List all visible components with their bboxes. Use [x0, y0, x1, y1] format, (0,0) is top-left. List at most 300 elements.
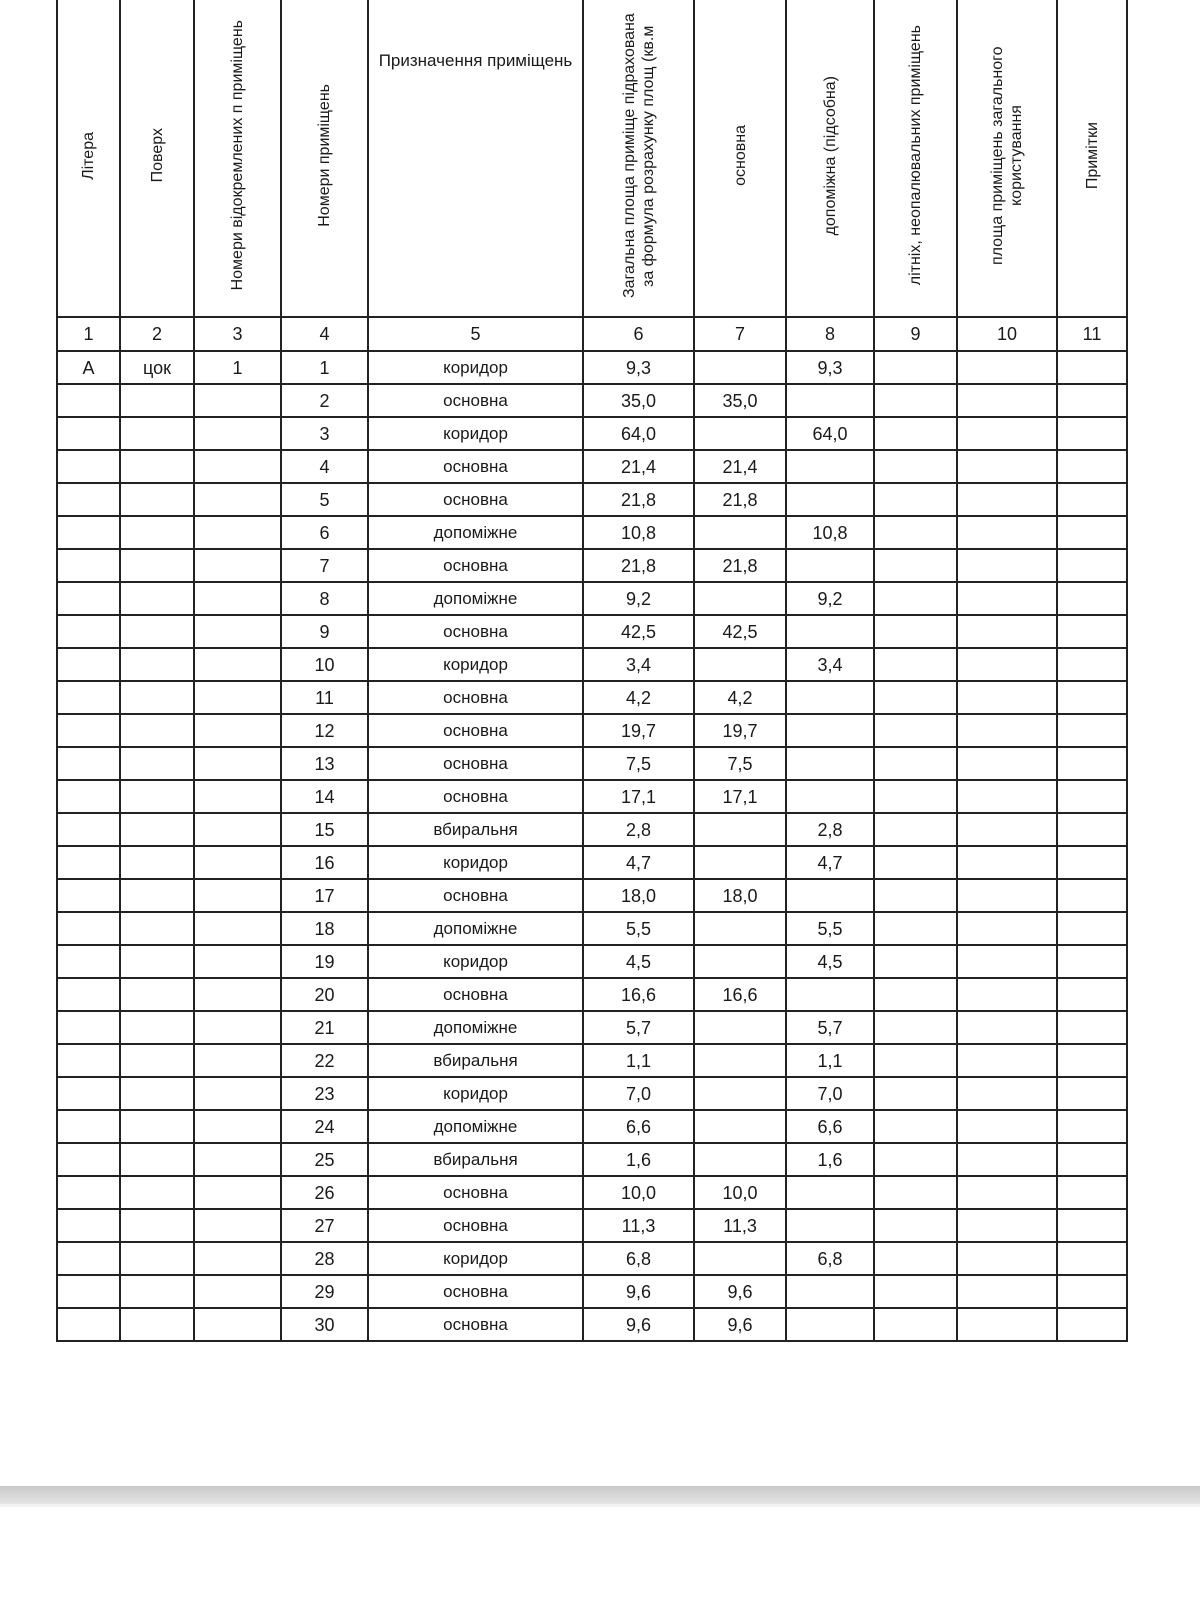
- cell-summer-area: [874, 1143, 957, 1176]
- cell-purpose: основна: [368, 1176, 583, 1209]
- cell-notes: [1057, 384, 1127, 417]
- table-row: [57, 945, 1127, 978]
- cell-unit: [194, 681, 281, 714]
- cell-total-area: 35,0: [583, 384, 694, 417]
- table-row: [57, 1077, 1127, 1110]
- cell-summer-area: [874, 1308, 957, 1341]
- cell-summer-area: [874, 681, 957, 714]
- cell-room-number: 6: [281, 516, 368, 549]
- cell-main-area: [694, 582, 786, 615]
- column-number: 5: [368, 317, 583, 351]
- cell-main-area: [694, 417, 786, 450]
- table-row: [57, 1209, 1127, 1242]
- cell-summer-area: [874, 516, 957, 549]
- cell-litera: [57, 417, 120, 450]
- table-row: [57, 978, 1127, 1011]
- cell-main-area: 21,4: [694, 450, 786, 483]
- table-row: [57, 714, 1127, 747]
- cell-main-area: [694, 1110, 786, 1143]
- cell-unit: [194, 780, 281, 813]
- cell-unit: [194, 1176, 281, 1209]
- header-label: площа приміщень загального користування: [989, 46, 1025, 265]
- cell-floor: [120, 681, 194, 714]
- cell-summer-area: [874, 351, 957, 384]
- cell-purpose: коридор: [368, 1242, 583, 1275]
- cell-floor: [120, 1209, 194, 1242]
- cell-common-area: [957, 615, 1057, 648]
- cell-notes: [1057, 780, 1127, 813]
- cell-litera: [57, 945, 120, 978]
- cell-common-area: [957, 846, 1057, 879]
- cell-total-area: 3,4: [583, 648, 694, 681]
- table-row: [57, 549, 1127, 582]
- cell-total-area: 7,5: [583, 747, 694, 780]
- cell-common-area: [957, 780, 1057, 813]
- cell-purpose: основна: [368, 747, 583, 780]
- cell-room-number: 15: [281, 813, 368, 846]
- cell-common-area: [957, 450, 1057, 483]
- cell-summer-area: [874, 1275, 957, 1308]
- table-row: [57, 780, 1127, 813]
- cell-room-number: 3: [281, 417, 368, 450]
- cell-common-area: [957, 549, 1057, 582]
- cell-litera: [57, 681, 120, 714]
- cell-room-number: 22: [281, 1044, 368, 1077]
- cell-purpose: коридор: [368, 648, 583, 681]
- cell-floor: [120, 1275, 194, 1308]
- cell-room-number: 26: [281, 1176, 368, 1209]
- cell-main-area: 42,5: [694, 615, 786, 648]
- cell-purpose: основна: [368, 681, 583, 714]
- cell-room-number: 29: [281, 1275, 368, 1308]
- cell-purpose: основна: [368, 615, 583, 648]
- table-row: [57, 813, 1127, 846]
- cell-unit: [194, 516, 281, 549]
- header-cell-litera: [57, 0, 120, 317]
- cell-aux-area: 9,2: [786, 582, 874, 615]
- cell-purpose: допоміжне: [368, 582, 583, 615]
- table-row: [57, 351, 1127, 384]
- table-row: [57, 1176, 1127, 1209]
- cell-total-area: 4,2: [583, 681, 694, 714]
- table-row: [57, 516, 1127, 549]
- cell-litera: [57, 813, 120, 846]
- cell-total-area: 4,7: [583, 846, 694, 879]
- cell-floor: [120, 1308, 194, 1341]
- cell-main-area: 4,2: [694, 681, 786, 714]
- header-cell-summer-area: [874, 0, 957, 317]
- cell-aux-area: 6,8: [786, 1242, 874, 1275]
- cell-aux-area: [786, 1308, 874, 1341]
- cell-notes: [1057, 1242, 1127, 1275]
- column-number: 9: [874, 317, 957, 351]
- cell-unit: [194, 747, 281, 780]
- cell-aux-area: [786, 978, 874, 1011]
- table-row: [57, 1242, 1127, 1275]
- cell-aux-area: [786, 450, 874, 483]
- cell-main-area: 7,5: [694, 747, 786, 780]
- cell-summer-area: [874, 615, 957, 648]
- column-number: 6: [583, 317, 694, 351]
- cell-summer-area: [874, 582, 957, 615]
- cell-room-number: 19: [281, 945, 368, 978]
- cell-room-number: 30: [281, 1308, 368, 1341]
- cell-main-area: 9,6: [694, 1308, 786, 1341]
- cell-floor: [120, 879, 194, 912]
- cell-purpose: коридор: [368, 846, 583, 879]
- cell-summer-area: [874, 846, 957, 879]
- cell-common-area: [957, 879, 1057, 912]
- cell-floor: [120, 978, 194, 1011]
- cell-purpose: основна: [368, 978, 583, 1011]
- cell-aux-area: [786, 747, 874, 780]
- cell-total-area: 1,1: [583, 1044, 694, 1077]
- cell-main-area: [694, 351, 786, 384]
- cell-litera: [57, 549, 120, 582]
- cell-total-area: 10,8: [583, 516, 694, 549]
- cell-main-area: [694, 1077, 786, 1110]
- cell-room-number: 12: [281, 714, 368, 747]
- cell-floor: [120, 483, 194, 516]
- cell-floor: [120, 648, 194, 681]
- cell-main-area: 19,7: [694, 714, 786, 747]
- cell-main-area: 16,6: [694, 978, 786, 1011]
- table-row: [57, 879, 1127, 912]
- cell-notes: [1057, 978, 1127, 1011]
- cell-litera: [57, 582, 120, 615]
- cell-summer-area: [874, 1044, 957, 1077]
- cell-aux-area: [786, 384, 874, 417]
- cell-aux-area: 64,0: [786, 417, 874, 450]
- cell-unit: [194, 1143, 281, 1176]
- cell-total-area: 9,2: [583, 582, 694, 615]
- table-row: [57, 582, 1127, 615]
- table-row: [57, 1308, 1127, 1341]
- cell-unit: [194, 1011, 281, 1044]
- cell-common-area: [957, 1176, 1057, 1209]
- header-label: літніх, неопалювальних приміщень: [907, 25, 924, 286]
- cell-floor: [120, 747, 194, 780]
- cell-aux-area: 4,7: [786, 846, 874, 879]
- cell-purpose: основна: [368, 1275, 583, 1308]
- cell-aux-area: 3,4: [786, 648, 874, 681]
- cell-common-area: [957, 912, 1057, 945]
- cell-notes: [1057, 714, 1127, 747]
- cell-aux-area: [786, 780, 874, 813]
- cell-unit: [194, 582, 281, 615]
- cell-common-area: [957, 747, 1057, 780]
- cell-purpose: коридор: [368, 417, 583, 450]
- cell-common-area: [957, 813, 1057, 846]
- cell-floor: [120, 516, 194, 549]
- cell-notes: [1057, 1275, 1127, 1308]
- cell-summer-area: [874, 648, 957, 681]
- cell-unit: [194, 450, 281, 483]
- cell-main-area: [694, 813, 786, 846]
- cell-notes: [1057, 1143, 1127, 1176]
- header-cell-floor: [120, 0, 194, 317]
- cell-total-area: 18,0: [583, 879, 694, 912]
- cell-total-area: 17,1: [583, 780, 694, 813]
- table-row: [57, 747, 1127, 780]
- cell-unit: [194, 1209, 281, 1242]
- cell-total-area: 11,3: [583, 1209, 694, 1242]
- cell-floor: [120, 417, 194, 450]
- cell-aux-area: 5,5: [786, 912, 874, 945]
- cell-notes: [1057, 582, 1127, 615]
- cell-total-area: 1,6: [583, 1143, 694, 1176]
- cell-aux-area: 1,6: [786, 1143, 874, 1176]
- header-cell-common-area: [957, 0, 1057, 317]
- page-bottom-shadow: [0, 1486, 1200, 1504]
- cell-total-area: 10,0: [583, 1176, 694, 1209]
- cell-unit: [194, 648, 281, 681]
- cell-main-area: 17,1: [694, 780, 786, 813]
- cell-litera: [57, 1011, 120, 1044]
- cell-litera: [57, 714, 120, 747]
- cell-common-area: [957, 1011, 1057, 1044]
- cell-floor: [120, 846, 194, 879]
- cell-aux-area: 7,0: [786, 1077, 874, 1110]
- cell-purpose: основна: [368, 879, 583, 912]
- cell-aux-area: [786, 615, 874, 648]
- column-number: 2: [120, 317, 194, 351]
- cell-room-number: 10: [281, 648, 368, 681]
- cell-common-area: [957, 1275, 1057, 1308]
- table-row: [57, 384, 1127, 417]
- cell-purpose: основна: [368, 384, 583, 417]
- header-cell-notes: [1057, 0, 1127, 317]
- header-label: основна: [731, 125, 749, 186]
- cell-unit: [194, 1275, 281, 1308]
- cell-summer-area: [874, 450, 957, 483]
- cell-litera: [57, 780, 120, 813]
- cell-common-area: [957, 978, 1057, 1011]
- header-cell-total-area: [583, 0, 694, 317]
- cell-purpose: основна: [368, 1308, 583, 1341]
- header-cell-unit: [194, 0, 281, 317]
- column-number: 7: [694, 317, 786, 351]
- cell-total-area: 6,6: [583, 1110, 694, 1143]
- cell-litera: [57, 1308, 120, 1341]
- cell-notes: [1057, 912, 1127, 945]
- cell-unit: [194, 1077, 281, 1110]
- cell-total-area: 2,8: [583, 813, 694, 846]
- cell-summer-area: [874, 813, 957, 846]
- cell-unit: [194, 417, 281, 450]
- cell-room-number: 23: [281, 1077, 368, 1110]
- cell-unit: [194, 615, 281, 648]
- cell-notes: [1057, 1209, 1127, 1242]
- cell-litera: [57, 879, 120, 912]
- cell-notes: [1057, 417, 1127, 450]
- header-label-row: [57, 0, 1127, 317]
- cell-common-area: [957, 582, 1057, 615]
- cell-unit: [194, 879, 281, 912]
- cell-unit: 1: [194, 351, 281, 384]
- cell-litera: [57, 747, 120, 780]
- table-row: [57, 417, 1127, 450]
- cell-common-area: [957, 1209, 1057, 1242]
- header-label: Примітки: [1083, 121, 1101, 190]
- cell-room-number: 11: [281, 681, 368, 714]
- cell-purpose: основна: [368, 780, 583, 813]
- cell-common-area: [957, 351, 1057, 384]
- cell-unit: [194, 813, 281, 846]
- cell-room-number: 20: [281, 978, 368, 1011]
- cell-notes: [1057, 549, 1127, 582]
- cell-purpose: вбиральня: [368, 1143, 583, 1176]
- cell-notes: [1057, 846, 1127, 879]
- cell-notes: [1057, 648, 1127, 681]
- header-label: Поверх: [148, 128, 166, 183]
- page-bottom-divider: [0, 1504, 1200, 1507]
- cell-room-number: 9: [281, 615, 368, 648]
- cell-purpose: основна: [368, 1209, 583, 1242]
- table-row: [57, 648, 1127, 681]
- cell-notes: [1057, 1077, 1127, 1110]
- column-number: 11: [1057, 317, 1127, 351]
- cell-room-number: 14: [281, 780, 368, 813]
- cell-aux-area: 10,8: [786, 516, 874, 549]
- cell-aux-area: [786, 681, 874, 714]
- cell-purpose: допоміжне: [368, 912, 583, 945]
- cell-common-area: [957, 1044, 1057, 1077]
- cell-summer-area: [874, 549, 957, 582]
- cell-litera: [57, 1176, 120, 1209]
- cell-room-number: 4: [281, 450, 368, 483]
- table-row: [57, 1110, 1127, 1143]
- cell-aux-area: [786, 714, 874, 747]
- cell-common-area: [957, 483, 1057, 516]
- cell-total-area: 9,3: [583, 351, 694, 384]
- cell-main-area: 11,3: [694, 1209, 786, 1242]
- cell-common-area: [957, 516, 1057, 549]
- cell-summer-area: [874, 747, 957, 780]
- header-cell-room: [281, 0, 368, 317]
- header-cell-main-area: [694, 0, 786, 317]
- cell-litera: [57, 1275, 120, 1308]
- cell-total-area: 9,6: [583, 1275, 694, 1308]
- cell-unit: [194, 1308, 281, 1341]
- cell-unit: [194, 549, 281, 582]
- cell-room-number: 2: [281, 384, 368, 417]
- cell-common-area: [957, 1242, 1057, 1275]
- cell-unit: [194, 1110, 281, 1143]
- cell-floor: [120, 1011, 194, 1044]
- cell-litera: [57, 1209, 120, 1242]
- cell-litera: [57, 450, 120, 483]
- cell-litera: [57, 912, 120, 945]
- header-label: Призначення приміщень: [378, 51, 573, 70]
- cell-purpose: основна: [368, 714, 583, 747]
- cell-floor: [120, 1176, 194, 1209]
- cell-floor: [120, 615, 194, 648]
- cell-unit: [194, 384, 281, 417]
- cell-total-area: 19,7: [583, 714, 694, 747]
- cell-purpose: коридор: [368, 1077, 583, 1110]
- cell-summer-area: [874, 879, 957, 912]
- cell-unit: [194, 1242, 281, 1275]
- cell-unit: [194, 1044, 281, 1077]
- table-body: [57, 351, 1127, 1341]
- cell-room-number: 8: [281, 582, 368, 615]
- cell-common-area: [957, 1110, 1057, 1143]
- cell-common-area: [957, 714, 1057, 747]
- cell-purpose: основна: [368, 549, 583, 582]
- cell-total-area: 64,0: [583, 417, 694, 450]
- cell-aux-area: 1,1: [786, 1044, 874, 1077]
- cell-common-area: [957, 384, 1057, 417]
- cell-main-area: 21,8: [694, 549, 786, 582]
- cell-common-area: [957, 1077, 1057, 1110]
- cell-unit: [194, 714, 281, 747]
- cell-total-area: 21,8: [583, 549, 694, 582]
- cell-unit: [194, 945, 281, 978]
- cell-notes: [1057, 1110, 1127, 1143]
- cell-common-area: [957, 648, 1057, 681]
- table-row: [57, 450, 1127, 483]
- cell-litera: [57, 1110, 120, 1143]
- cell-litera: [57, 384, 120, 417]
- cell-summer-area: [874, 1011, 957, 1044]
- cell-litera: [57, 1044, 120, 1077]
- table-row: [57, 615, 1127, 648]
- cell-notes: [1057, 1044, 1127, 1077]
- cell-main-area: 21,8: [694, 483, 786, 516]
- cell-notes: [1057, 1011, 1127, 1044]
- cell-room-number: 5: [281, 483, 368, 516]
- cell-aux-area: [786, 483, 874, 516]
- column-number-row: [57, 317, 1127, 351]
- cell-aux-area: [786, 549, 874, 582]
- cell-floor: [120, 582, 194, 615]
- cell-summer-area: [874, 417, 957, 450]
- cell-purpose: вбиральня: [368, 813, 583, 846]
- cell-main-area: [694, 945, 786, 978]
- cell-aux-area: [786, 1275, 874, 1308]
- cell-litera: А: [57, 351, 120, 384]
- header-label: Номери приміщень: [316, 84, 333, 227]
- table-row: [57, 1044, 1127, 1077]
- cell-total-area: 9,6: [583, 1308, 694, 1341]
- cell-unit: [194, 978, 281, 1011]
- cell-notes: [1057, 483, 1127, 516]
- cell-unit: [194, 846, 281, 879]
- cell-summer-area: [874, 714, 957, 747]
- table-row: [57, 1011, 1127, 1044]
- cell-room-number: 1: [281, 351, 368, 384]
- cell-room-number: 17: [281, 879, 368, 912]
- table-row: [57, 846, 1127, 879]
- cell-floor: цок: [120, 351, 194, 384]
- cell-notes: [1057, 516, 1127, 549]
- cell-floor: [120, 1242, 194, 1275]
- table-row: [57, 912, 1127, 945]
- cell-unit: [194, 483, 281, 516]
- cell-aux-area: [786, 879, 874, 912]
- cell-summer-area: [874, 1176, 957, 1209]
- table-row: [57, 681, 1127, 714]
- cell-aux-area: [786, 1176, 874, 1209]
- cell-floor: [120, 945, 194, 978]
- cell-notes: [1057, 681, 1127, 714]
- cell-notes: [1057, 351, 1127, 384]
- cell-litera: [57, 846, 120, 879]
- cell-notes: [1057, 747, 1127, 780]
- cell-common-area: [957, 1143, 1057, 1176]
- cell-aux-area: 6,6: [786, 1110, 874, 1143]
